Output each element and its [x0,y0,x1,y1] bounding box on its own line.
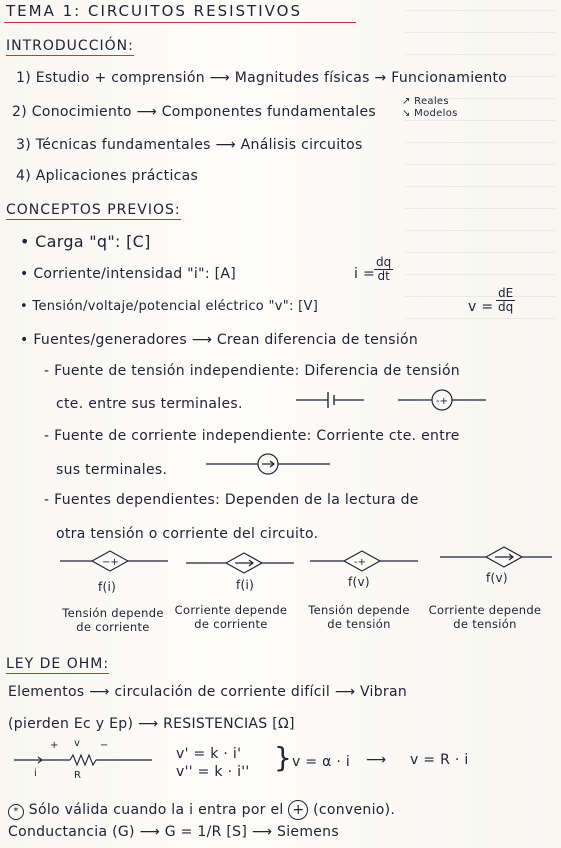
resistor-symbol [14,752,154,768]
intro-item-1-number: 1) [16,70,31,86]
arrow-icon: ⟶ [139,824,160,840]
bullet-icon: • [20,232,30,251]
ohm-l2a: (pierden Ec y Ep) [8,716,134,732]
title-underline [4,22,356,23]
intro-item-1-c: Funcionamiento [391,70,508,86]
ohm-heading: LEY DE OHM: [6,656,110,672]
cond-b: G = 1/R [S] [164,824,248,840]
ohm-line-2 [8,716,295,732]
brace-icon: } [274,741,293,774]
bleed-through-text [405,10,555,330]
ohm-eq-3: v = α · i [292,754,351,770]
intro-heading: INTRODUCCIÓN: [6,38,134,54]
ohm-note-b: (convenio). [313,802,396,818]
ohm-eq-2: v'' = k · i'' [176,764,250,780]
intro-item-2 [12,104,376,120]
tension-eq-lhs: v = [468,299,494,315]
arrow-icon: ⟶ [89,684,110,700]
arrow-icon: ⟶ [136,104,157,120]
intro-item-1 [16,70,507,86]
fci-line-2: sus terminales. [56,462,168,478]
intro-item-2-c2: Modelos [414,108,458,119]
resistor-plus: + [50,740,59,751]
dep-caption-1: Tensión depende de corriente [62,606,164,635]
ohm-l1a: Elementos [8,684,85,700]
fuentes-text: Fuentes/generadores [33,332,187,348]
carga-line [20,232,151,251]
svg-text:-+: -+ [354,557,366,568]
ohm-eq-4: v = R · i [410,752,469,768]
arrow-icon: ↘ [402,108,411,119]
intro-item-2-b: Componentes fundamentales [161,104,376,120]
ohm-l2b: RESISTENCIAS [Ω] [163,716,295,732]
arrow-icon: ↗ [402,96,411,107]
bullet-icon: • [20,299,28,314]
ohm-eq-1: v' = k · i' [176,746,242,762]
battery-symbol [296,390,366,410]
dep-label-1: f(i) [98,580,117,594]
corriente-fraction-num: dq [376,255,392,269]
arrow-icon: ⟶ [215,137,236,153]
tension-text: Tensión/voltaje/potencial eléctrico "v": [V] [32,299,319,314]
arrow-icon: → [374,70,387,86]
fti-line-1: - Fuente de tensión independiente: Diferencia de tensión [44,363,460,379]
arrow-icon: ⟶ [209,70,231,86]
intro-item-4-number: 4) [16,168,31,184]
voltage-source-symbol [398,388,488,412]
corriente-line [20,266,236,282]
dep-caption-3: Tensión depende de tensión [308,603,410,632]
intro-item-2-number: 2) [12,104,27,120]
arrow-icon: ⟶ [366,752,387,768]
resistor-v: v [74,738,81,749]
plus-circle-icon: + [288,800,308,820]
resistor-minus: − [100,740,109,751]
dep-label-3: f(v) [348,575,370,589]
cond-c: Siemens [277,824,339,840]
fci-line-1: - Fuente de corriente independiente: Corriente cte. entre [44,428,460,444]
svg-text:−+: −+ [102,557,119,568]
tension-fraction-den: dq [497,299,514,314]
corriente-text: Corriente/intensidad "i": [A] [33,266,236,282]
arrow-icon: ⟶ [137,716,159,732]
fd-line-1: - Fuentes dependientes: Dependen de la lectura de [44,492,419,508]
fuentes-line [20,332,418,348]
corriente-fraction-den: dt [377,268,390,283]
dependent-current-source-current [186,550,296,576]
concepts-heading: CONCEPTOS PREVIOS: [6,202,181,218]
tension-line [20,299,318,314]
tension-fraction [496,287,515,313]
current-source-symbol [206,452,332,476]
carga-text: Carga "q": [C] [35,232,151,251]
ohm-l1b: circulación de corriente difícil [114,684,331,700]
cond-a: Conductancia (G) [8,824,135,840]
resistor-i: i [34,768,38,779]
intro-item-1-b: Magnitudes físicas [234,70,370,86]
resistor-R: R [74,770,82,781]
intro-item-3-number: 3) [16,137,31,153]
dependent-voltage-source-voltage [310,548,420,574]
ohm-note [8,800,395,820]
bullet-icon: • [20,266,29,282]
corriente-eq-lhs: i = [354,266,375,282]
fd-line-2: otra tensión o corriente del circuito. [56,526,319,542]
intro-item-4 [16,168,198,184]
asterisk-circle-icon: * [8,804,24,820]
intro-item-2-c1: Reales [414,96,449,107]
intro-item-4-a: Aplicaciones prácticas [35,168,199,184]
ohm-line-1 [8,684,407,700]
intro-item-2-branch [402,96,458,120]
page-title: TEMA 1: CIRCUITOS RESISTIVOS [6,2,302,20]
intro-item-1-a: Estudio + comprensión [35,70,205,86]
intro-item-2-a: Conocimiento [31,104,132,120]
dependent-current-source-voltage [440,544,556,570]
arrow-icon: ⟶ [251,824,273,840]
intro-item-3-b: Análisis circuitos [240,137,363,153]
arrow-icon: ⟶ [191,332,213,348]
arrow-icon: ⟶ [334,684,356,700]
intro-item-3-a: Técnicas fundamentales [35,137,211,153]
conductancia-line [8,824,339,840]
svg-text:-+: -+ [436,396,448,407]
ohm-l1c: Vibran [359,684,408,700]
fuentes-b-text: Crean diferencia de tensión [216,332,419,348]
corriente-fraction [374,256,393,282]
dep-label-2: f(i) [236,578,255,592]
dep-label-4: f(v) [486,571,508,585]
ohm-note-a: Sólo válida cuando la i entra por el [28,802,284,818]
dep-caption-4: Corriente depende de tensión [428,603,542,632]
fti-line-2: cte. entre sus terminales. [56,396,243,412]
bullet-icon: • [20,332,29,348]
dependent-voltage-source-current [60,548,170,574]
tension-fraction-num: dE [498,286,514,300]
dep-caption-2: Corriente depende de corriente [174,603,288,632]
intro-item-3 [16,137,363,153]
